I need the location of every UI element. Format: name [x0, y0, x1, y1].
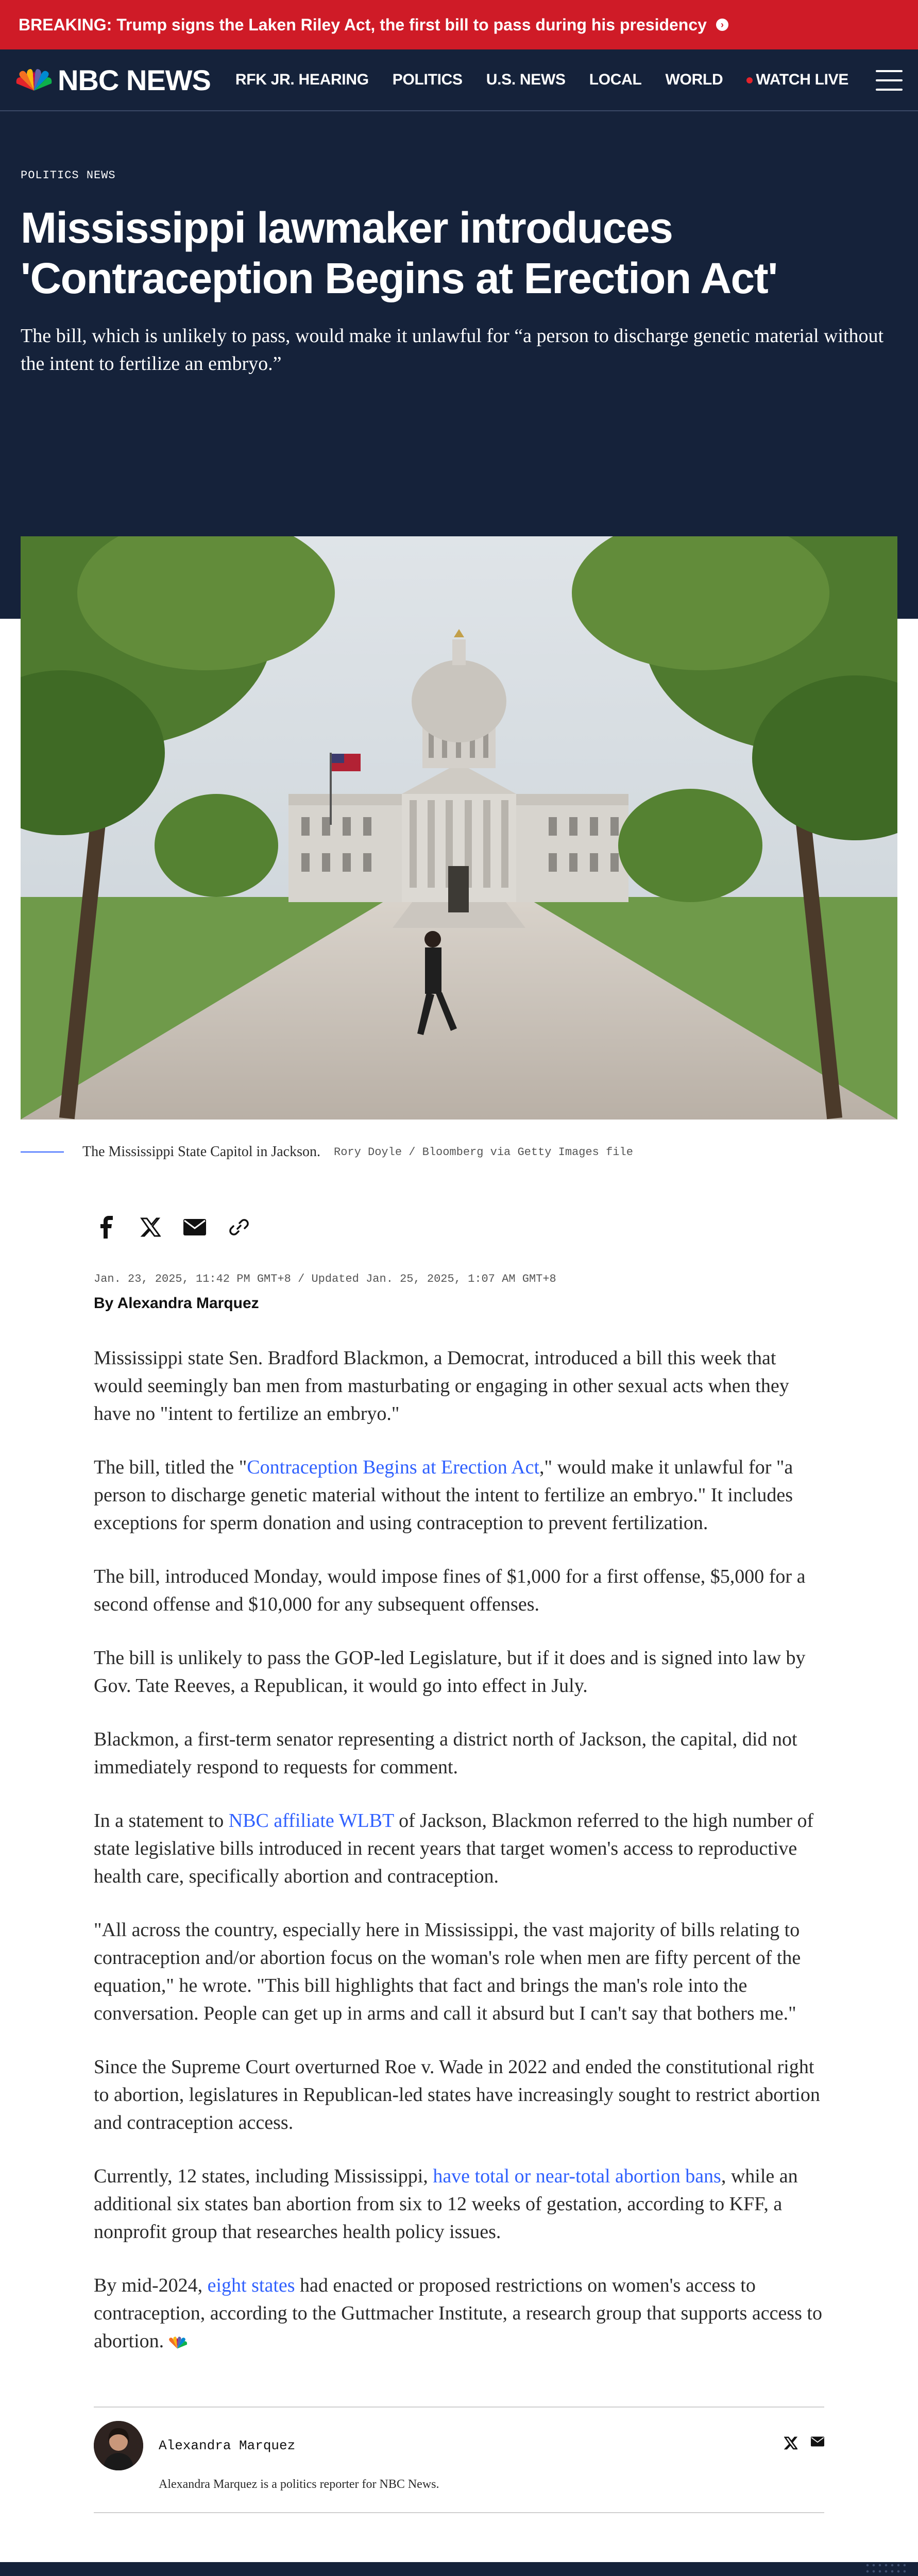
live-dot-icon — [746, 77, 753, 83]
paragraph: Currently, 12 states, including Mississippi, have total or near-total abortion bans, while an additional six states ban abortion from six to 12 weeks of gestation, according to KFF, a nonprofit group that researches health policy issues. — [94, 2165, 798, 2243]
hero-image-capitol — [21, 536, 897, 1120]
copy-link-icon[interactable] — [227, 1215, 251, 1240]
author-social — [784, 2436, 824, 2452]
link-abortion-bans[interactable]: have total or near-total abortion bans — [433, 2165, 721, 2187]
x-twitter-icon[interactable] — [784, 2436, 797, 2452]
author-card — [94, 2406, 824, 2513]
byline[interactable]: By Alexandra Marquez — [94, 1295, 259, 1312]
section-label[interactable]: POLITICS NEWS — [21, 169, 116, 182]
author-bio: Alexandra Marquez is a politics reporter for NBC News. — [159, 2478, 439, 2491]
site-footer — [0, 2562, 918, 2576]
decorative-dots — [864, 2562, 906, 2576]
peacock-end-icon — [167, 2335, 188, 2350]
nav-link-us-news[interactable]: U.S. NEWS — [486, 71, 566, 88]
info-icon[interactable]: › — [716, 19, 728, 31]
paragraph: The bill is unlikely to pass the GOP-led Legislature, but if it does and is signed into law by Gov. Tate Reeves, a Republican, it would go into effect in July. — [94, 1647, 806, 1697]
nav-link-rfk-hearing[interactable]: RFK JR. HEARING — [235, 71, 369, 88]
nbc-news-logo[interactable] — [15, 63, 211, 97]
breaking-news-text[interactable]: BREAKING: Trump signs the Laken Riley Act, the first bill to pass during his presidency — [19, 15, 707, 34]
nav-link-world[interactable]: WORLD — [665, 71, 723, 88]
menu-icon[interactable] — [876, 70, 903, 91]
link-contraception-act[interactable]: Contraception Begins at Erection Act — [247, 1456, 540, 1478]
nav-links — [235, 71, 848, 89]
peacock-icon — [15, 68, 53, 92]
image-caption — [0, 1137, 918, 1167]
capitol-illustration — [21, 536, 897, 1120]
article-timestamp: Jan. 23, 2025, 11:42 PM GMT+8 / Updated Jan. 25, 2025, 1:07 AM GMT+8 — [94, 1273, 556, 1285]
paragraph: The bill, titled the "Contraception Begins at Erection Act," would make it unlawful for "a person to discharge genetic material without the intent to fertilize an embryo." It includes exceptions for sperm donation and using contraception to prevent fertilization. — [94, 1456, 793, 1534]
top-navigation — [0, 49, 918, 111]
link-eight-states[interactable]: eight states — [207, 2275, 295, 2296]
share-bar — [94, 1212, 824, 1243]
nav-link-watch-live[interactable] — [746, 71, 848, 89]
facebook-icon[interactable] — [94, 1215, 118, 1240]
x-twitter-icon[interactable] — [138, 1215, 163, 1240]
logo-text: NBC NEWS — [58, 63, 211, 96]
article-body — [94, 1344, 824, 2355]
caption-credit: Rory Doyle / Bloomberg via Getty Images file — [334, 1145, 633, 1159]
article-body-container — [0, 1212, 918, 2513]
article-hero — [0, 111, 918, 619]
caption-rule — [21, 1151, 64, 1153]
paragraph: By mid-2024, eight states had enacted or proposed restrictions on women's access to contraception, according to the Guttmacher Institute, a research group that supports access to abortion. — [94, 2275, 822, 2352]
paragraph: Mississippi state Sen. Bradford Blackmon, a Democrat, introduced a bill this week that would seemingly ban men from masturbating or engaging in other sexual acts when they have no "intent to fertilize an embryo." — [94, 1347, 789, 1425]
nav-link-local[interactable]: LOCAL — [589, 71, 642, 88]
email-icon[interactable] — [811, 2436, 824, 2452]
email-icon[interactable] — [182, 1215, 207, 1240]
watch-live-label: WATCH LIVE — [756, 71, 849, 88]
link-wlbt[interactable]: NBC affiliate WLBT — [228, 1810, 394, 1832]
paragraph: "All across the country, especially here in Mississippi, the vast majority of bills relating to contraception and/or abortion focus on the woman's role when men are fifty percent of the equation," he wrote. "This bill highlights that fact and brings the man's role into the conversation. People can get up in arms and call it absurd but I can't say that bothers me." — [94, 1919, 801, 2024]
breaking-news-banner[interactable] — [0, 0, 918, 49]
author-name[interactable]: Alexandra Marquez — [159, 2438, 296, 2453]
article-dek: The bill, which is unlikely to pass, would make it unlawful for “a person to discharge genetic material without the intent to fertilize an embryo.” — [21, 325, 884, 375]
page-title: Mississippi lawmaker introduces 'Contraception Begins at Erection Act' — [21, 204, 777, 302]
paragraph: Since the Supreme Court overturned Roe v. Wade in 2022 and ended the constitutional right to abortion, legislatures in Republican-led states have increasingly sought to restrict abortion and contraception access. — [94, 2056, 820, 2133]
paragraph: The bill, introduced Monday, would impose fines of $1,000 for a first offense, $5,000 for a second offense and $10,000 for any subsequent offenses. — [94, 1566, 806, 1615]
avatar[interactable] — [94, 2421, 143, 2470]
caption-text: The Mississippi State Capitol in Jackson. — [82, 1144, 320, 1160]
paragraph: In a statement to NBC affiliate WLBT of Jackson, Blackmon referred to the high number of state legislative bills introduced in recent years that target women's access to reproductive health care, specifically abortion and contraception. — [94, 1810, 814, 1887]
paragraph: Blackmon, a first-term senator representing a district north of Jackson, the capital, did not immediately respond to requests for comment. — [94, 1728, 797, 1778]
nav-link-politics[interactable]: POLITICS — [392, 71, 463, 88]
